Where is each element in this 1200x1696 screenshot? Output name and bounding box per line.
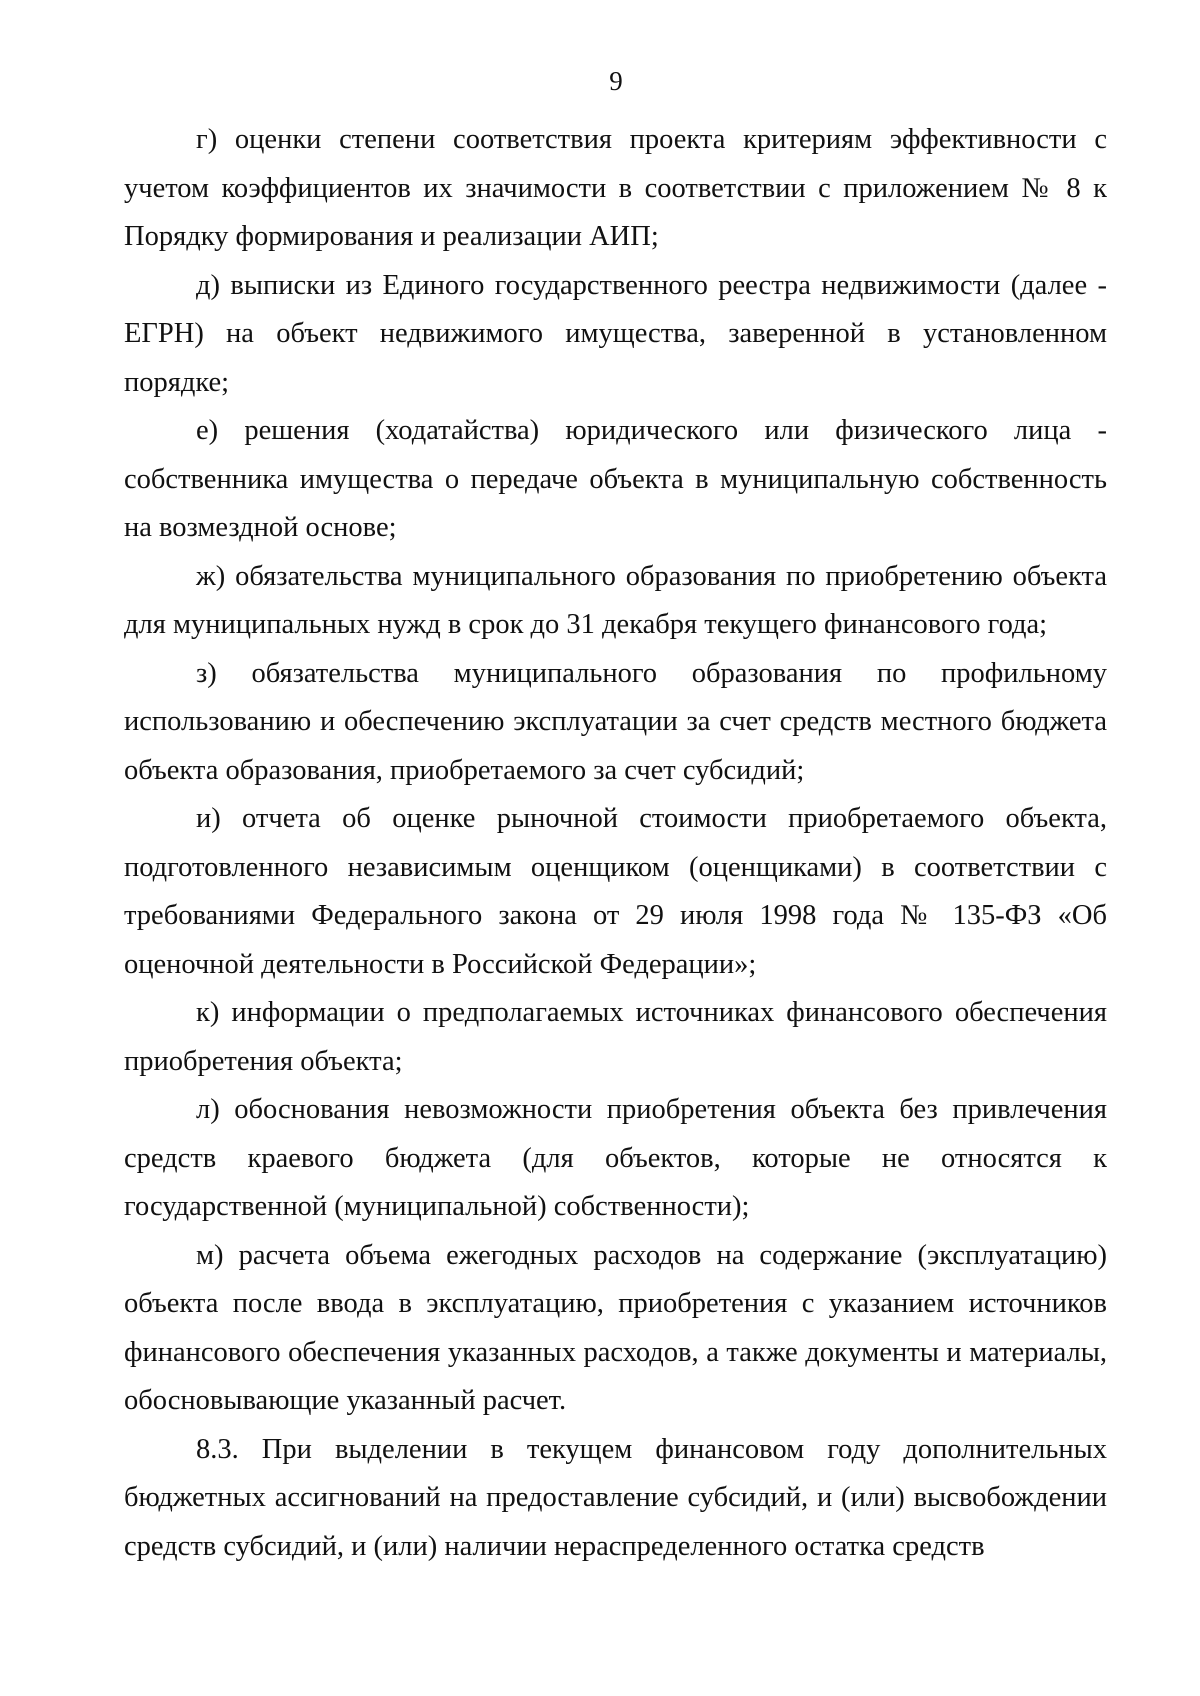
paragraph-zh: ж) обязательства муниципального образования по приобретению объекта для муниципальных нужд в срок до 31 декабря текущего финансового года; bbox=[124, 560, 1107, 640]
page-number: 9 bbox=[609, 66, 623, 96]
paragraph-d: д) выписки из Единого государственного реестра недвижимости (далее - ЕГРН) на объект недвижимого имущества, заверенной в установленном порядке; bbox=[124, 269, 1107, 398]
paragraph-8-3: 8.3. При выделении в текущем финансовом году дополнительных бюджетных ассигнований на предоставление субсидий, и (или) высвобождении средств субсидий, и (или) наличии нераспределенного остатка средств bbox=[124, 1433, 1107, 1562]
document-body bbox=[124, 116, 1107, 1571]
paragraph-e: е) решения (ходатайства) юридического или физического лица - собственника имущества о передаче объекта в муниципальную собственность на возмездной основе; bbox=[124, 415, 1107, 543]
paragraph-z: з) обязательства муниципального образования по профильному использованию и обеспечению эксплуатации за счет средств местного бюджета объекта образования, приобретаемого за счет субсидий; bbox=[124, 657, 1107, 786]
paragraph-m: м) расчета объема ежегодных расходов на содержание (эксплуатацию) объекта после ввода в эксплуатацию, приобретения с указанием источников финансового обеспечения указанных расходов, а также документы и материалы, обосновывающие указанный расчет. bbox=[124, 1239, 1107, 1416]
paragraph-l: л) обоснования невозможности приобретения объекта без привлечения средств краевого бюджета (для объектов, которые не относятся к государственной (муниципальной) собственности); bbox=[124, 1094, 1107, 1222]
paragraph-i: и) отчета об оценке рыночной стоимости приобретаемого объекта, подготовленного независимым оценщиком (оценщиками) в соответствии с требованиями Федерального закона от 29 июля 1998 года № 135-ФЗ «Об оценочной деятельности в Российской Федерации»; bbox=[124, 803, 1107, 980]
paragraph-k: к) информации о предполагаемых источниках финансового обеспечения приобретения объекта; bbox=[124, 997, 1107, 1077]
paragraph-g: г) оценки степени соответствия проекта критериям эффективности с учетом коэффициентов их значимости в соответствии с приложением № 8 к Порядку формирования и реализации АИП; bbox=[124, 124, 1107, 252]
